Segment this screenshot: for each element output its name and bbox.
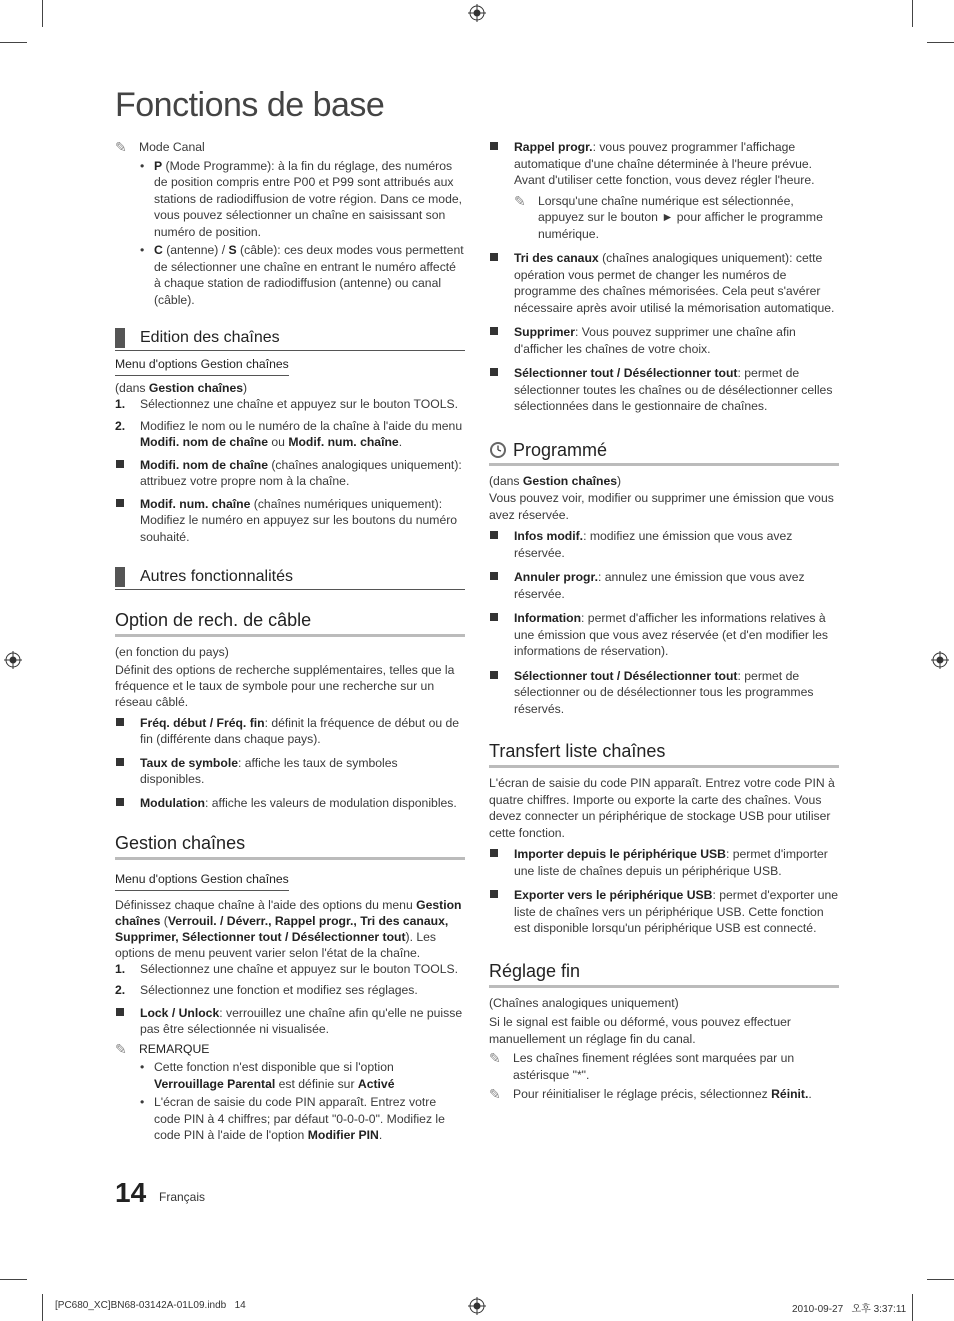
square-bullet-icon [116, 758, 124, 766]
left-column [115, 139, 465, 1144]
list-item [140, 158, 465, 241]
step-number: 2. [115, 418, 126, 433]
reglage-sub: (Chaînes analogiques uniquement) [489, 995, 679, 1010]
programme-context [489, 473, 839, 490]
step-text: Sélectionnez une fonction et modifiez ses réglages. [140, 983, 418, 997]
bullet-icon: • [140, 1095, 145, 1109]
note-bold: Réinit. [771, 1087, 809, 1101]
square-bullet-icon [490, 613, 498, 621]
item-bold: Modifier PIN [307, 1128, 379, 1142]
list-item [115, 795, 465, 812]
programme-heading-text: Programmé [513, 439, 608, 460]
item-bold: Lock / Unlock [140, 1005, 220, 1020]
step-number: 1. [115, 961, 126, 976]
square-bullet-icon [116, 499, 124, 507]
crop-mark [0, 42, 27, 43]
item-bold: Supprimer [514, 325, 575, 339]
transfert-desc: L'écran de saisie du code PIN apparaît. Entrez votre code PIN à quatre chiffres. Importe ou exporte la carte des chaînes. Vous devez connecter un périphérique de stockage USB pour utiliser cette fonction. [489, 776, 835, 840]
context-post: ) [617, 473, 622, 488]
heading-bar [115, 328, 125, 348]
list-item [140, 242, 465, 308]
desc-text: ( [160, 913, 168, 928]
p-mode-text: (Mode Programme): à la fin du réglage, des numéros de position compris entre P00 et P99 sont attribués aux stations de radiodiffusion de votre région. Dans ce mode, vous pouvez sélectionner un chaîne en saisissant son numéro de position. [154, 158, 463, 239]
remarque-label: REMARQUE [139, 1041, 210, 1056]
autres-heading-text: Autres fonctionnalités [140, 568, 293, 585]
note-text: Pour réinitialiser le réglage précis, sélectionnez [513, 1087, 772, 1101]
note-text: . [808, 1087, 812, 1101]
remarque-note [115, 1041, 465, 1058]
registration-mark-icon [468, 4, 486, 22]
list-item [489, 139, 839, 189]
programme-desc: Vous pouvez voir, modifier ou supprimer une émission que vous avez réservée. [489, 491, 834, 522]
pencil-note-icon: ✎ [115, 139, 127, 155]
p-mode-label: P [154, 158, 163, 173]
crop-mark [927, 42, 954, 43]
crop-mark [912, 1294, 913, 1321]
list-item [115, 755, 465, 788]
list-item [140, 1059, 465, 1092]
bullet-icon: • [140, 158, 145, 173]
context-pre: (dans [489, 473, 523, 488]
step-2 [115, 418, 465, 451]
step-text: ou [267, 435, 289, 449]
programme-heading [489, 437, 839, 466]
list-item [115, 1005, 465, 1038]
crop-mark [42, 0, 43, 27]
step-2 [115, 982, 465, 999]
reglage-desc: Si le signal est faible ou déformé, vous pouvez effectuer manuellement un réglage fin du canal. [489, 1015, 791, 1046]
s-mode-label: S [228, 243, 237, 257]
square-bullet-icon [490, 849, 498, 857]
item-bold: Infos modif. [514, 529, 584, 543]
list-item [489, 846, 839, 879]
item-text: (chaînes analogiques uniquement): cette opération vous permet de changer les numéros de programme des chaînes mémorisées. Cela peut s'avérer nécessaire après avoir utilisé la mémorisation automatique. [514, 251, 835, 315]
context-post: ) [243, 380, 248, 395]
desc-text: ). Les options de menu peuvent varier selon l'état de la chaîne. [115, 929, 437, 960]
step-text: Sélectionnez une chaîne et appuyez sur le bouton TOOLS. [140, 397, 458, 411]
square-bullet-icon [116, 460, 124, 468]
pencil-note-icon: ✎ [115, 1040, 127, 1057]
item-text: L'écran de saisie du code PIN apparaît. Entrez votre code PIN à 4 chiffres; par défaut "0-0-0-0". Modifiez le code PIN à l'aide de l'option [154, 1095, 445, 1142]
list-item [489, 569, 839, 602]
crop-mark [0, 1279, 27, 1280]
list-item [115, 715, 465, 748]
list-item [115, 496, 465, 546]
edition-heading-text: Edition des chaînes [140, 329, 280, 346]
registration-mark-icon [4, 651, 22, 669]
item-bold: Sélectionner tout / Désélectionner tout [514, 366, 738, 380]
square-bullet-icon [490, 671, 498, 679]
square-bullet-icon [490, 327, 498, 335]
pencil-note-icon: ✎ [489, 1050, 501, 1066]
item-text: : affiche les valeurs de modulation disponibles. [204, 795, 457, 810]
option-heading: Option de rech. de câble [115, 608, 465, 637]
square-bullet-icon [490, 531, 498, 539]
list-item [489, 528, 839, 561]
right-column [489, 139, 839, 1103]
context-bold: Gestion chaînes [148, 380, 244, 395]
square-bullet-icon [490, 368, 498, 376]
list-item [115, 457, 465, 490]
crop-mark [42, 1294, 43, 1321]
square-bullet-icon [116, 718, 124, 726]
item-bold: Modif. num. chaîne [140, 496, 251, 511]
list-item [489, 324, 839, 357]
item-bold: Rappel progr. [514, 140, 593, 154]
reglage-note-1 [489, 1050, 839, 1083]
note-text: Les chaînes finement réglées sont marquées par un astérisque "*". [513, 1051, 795, 1082]
item-text: Cette fonction n'est disponible que si l'option [154, 1060, 394, 1074]
list-item [489, 365, 839, 415]
step-text: . [398, 435, 403, 449]
option-desc: Définit des options de recherche supplémentaires, telles que la fréquence et le taux de symbole pour une recherche sur un réseau câblé. [115, 662, 455, 709]
registration-mark-icon [931, 651, 949, 669]
clock-icon [489, 441, 507, 459]
pencil-note-icon: ✎ [489, 1086, 501, 1102]
item-text: est définie sur [275, 1076, 358, 1091]
edition-menu-path: Menu d'options Gestion chaînes [115, 356, 289, 376]
item-text: : permet d'importer une liste de chaînes depuis un périphérique USB. [514, 847, 828, 878]
bullet-icon: • [140, 243, 145, 257]
item-bold: Annuler progr. [514, 570, 598, 584]
crop-mark [912, 0, 913, 27]
list-item [489, 610, 839, 660]
item-bold: Fréq. début / Fréq. fin [140, 715, 265, 730]
item-bold: Tri des canaux [514, 251, 599, 265]
footer-timestamp: 2010-09-27 오후 3:37:11 [792, 1304, 907, 1315]
item-text: : modifiez une émission que vous avez réservée. [514, 529, 793, 560]
item-bold: Exporter vers le périphérique USB [514, 888, 713, 902]
rappel-note [514, 193, 839, 243]
gestion-menu-path: Menu d'options Gestion chaînes [115, 871, 289, 891]
item-text: : affiche les taux de symboles disponibles. [140, 755, 398, 786]
item-text: : permet d'exporter une liste de chaînes vers un périphérique USB. Cette fonction est disponible lorsqu'un périphérique USB est connecté. [514, 888, 839, 935]
gestion-desc [115, 897, 465, 961]
bullet-icon: • [140, 1060, 145, 1074]
page-title: Fonctions de base [115, 86, 385, 124]
mode-canal-label: Mode Canal [139, 140, 205, 154]
desc-bold: Gestion chaînes [115, 897, 462, 928]
list-item [489, 668, 839, 718]
transfert-heading: Transfert liste chaînes [489, 739, 839, 768]
gestion-heading: Gestion chaînes [115, 831, 465, 860]
list-item [489, 250, 839, 316]
heading-bar [115, 567, 125, 587]
item-text: : permet de sélectionner ou de désélectionner tous les programmes réservés. [514, 668, 814, 716]
item-text: : vous pouvez programmer l'affichage automatique d'une chaîne déterminée à l'heure prévue. Avant d'utiliser cette fonction, vous devez régler l'heure. [514, 140, 815, 187]
item-bold: Information [514, 611, 582, 625]
page-number: 14 [115, 1177, 147, 1208]
footer-file-info: [PC680_XC]BN68-03142A-01L09.indb 14 [55, 1300, 246, 1311]
item-bold: Modulation [140, 795, 205, 810]
page-language: Français [159, 1190, 206, 1204]
context-pre: (dans [115, 380, 149, 395]
item-text: : annulez une émission que vous avez réservée. [514, 570, 805, 601]
item-text: (chaînes analogiques uniquement): attribuez votre propre nom à la chaîne. [140, 457, 462, 488]
c-mode-label: C [154, 243, 163, 257]
square-bullet-icon [490, 572, 498, 580]
square-bullet-icon [490, 142, 498, 150]
registration-mark-icon [468, 1297, 486, 1315]
edition-context [115, 380, 465, 397]
item-bold: Sélectionner tout / Désélectionner tout [514, 668, 738, 683]
item-text: : verrouillez une chaîne afin qu'elle ne puisse pas être sélectionnée ni visualisée. [140, 1005, 463, 1036]
step-number: 1. [115, 397, 126, 411]
desc-text: Définissez chaque chaîne à l'aide des options du menu [115, 897, 417, 912]
item-text: . [378, 1128, 383, 1142]
square-bullet-icon [116, 1008, 124, 1016]
crop-mark [927, 1279, 954, 1280]
note-text: Lorsqu'une chaîne numérique est sélectionnée, appuyez sur le bouton ► pour afficher le programme numérique. [538, 193, 823, 241]
c-mode-sep: (antenne) / [162, 243, 229, 257]
step-1 [115, 961, 465, 978]
item-bold: Activé [357, 1076, 395, 1091]
step-text: Modifiez le nom ou le numéro de la chaîne à l'aide du menu [140, 418, 463, 433]
mode-canal-note [115, 139, 465, 156]
item-text: (chaînes numériques uniquement): Modifiez le numéro en appuyez sur les boutons du numéro souhaité. [140, 496, 458, 544]
c-mode-text: (câble): ces deux modes vous permettent de sélectionner une chaîne en entrant le numéro affecté à chaque station de radiodiffusion (antenne) ou canal (câble). [154, 243, 464, 307]
item-bold: Verrouillage Parental [154, 1076, 276, 1091]
item-bold: Modifi. nom de chaîne [140, 457, 268, 472]
item-bold: Taux de symbole [140, 755, 238, 770]
item-text: : Vous pouvez supprimer une chaîne afin d'afficher les chaînes de votre choix. [514, 325, 796, 356]
item-text: : permet d'afficher les informations relatives à une émission que vous avez réservée (et d'en modifier les informations de réservation). [514, 611, 828, 658]
step-1 [115, 396, 465, 413]
step-text: Sélectionnez une chaîne et appuyez sur le bouton TOOLS. [140, 961, 458, 976]
square-bullet-icon [490, 253, 498, 261]
list-item [140, 1094, 465, 1144]
autres-heading [115, 567, 465, 590]
step-bold: Modifi. nom de chaîne [140, 435, 268, 449]
reglage-heading: Réglage fin [489, 959, 839, 988]
reglage-note-2 [489, 1086, 839, 1103]
desc-bold: Verrouil. / Déverr., Rappel progr., Tri des canaux, Supprimer, Sélectionner tout / Désélectionner tout [115, 913, 449, 944]
item-text: : permet de sélectionner toutes les chaînes ou de désélectionner celles sélectionnées dans le gestionnaire de chaînes. [514, 366, 833, 413]
step-number: 2. [115, 983, 126, 997]
option-pays: (en fonction du pays) [115, 645, 229, 659]
edition-heading [115, 328, 465, 351]
square-bullet-icon [116, 798, 124, 806]
item-text: : définit la fréquence de début ou de fin (différente dans chaque pays). [140, 715, 460, 746]
pencil-note-icon: ✎ [514, 192, 526, 209]
item-bold: Importer depuis le périphérique USB [514, 847, 726, 861]
context-bold: Gestion chaînes [522, 473, 618, 488]
square-bullet-icon [490, 890, 498, 898]
step-bold: Modif. num. chaîne [288, 435, 399, 449]
list-item [489, 887, 839, 937]
